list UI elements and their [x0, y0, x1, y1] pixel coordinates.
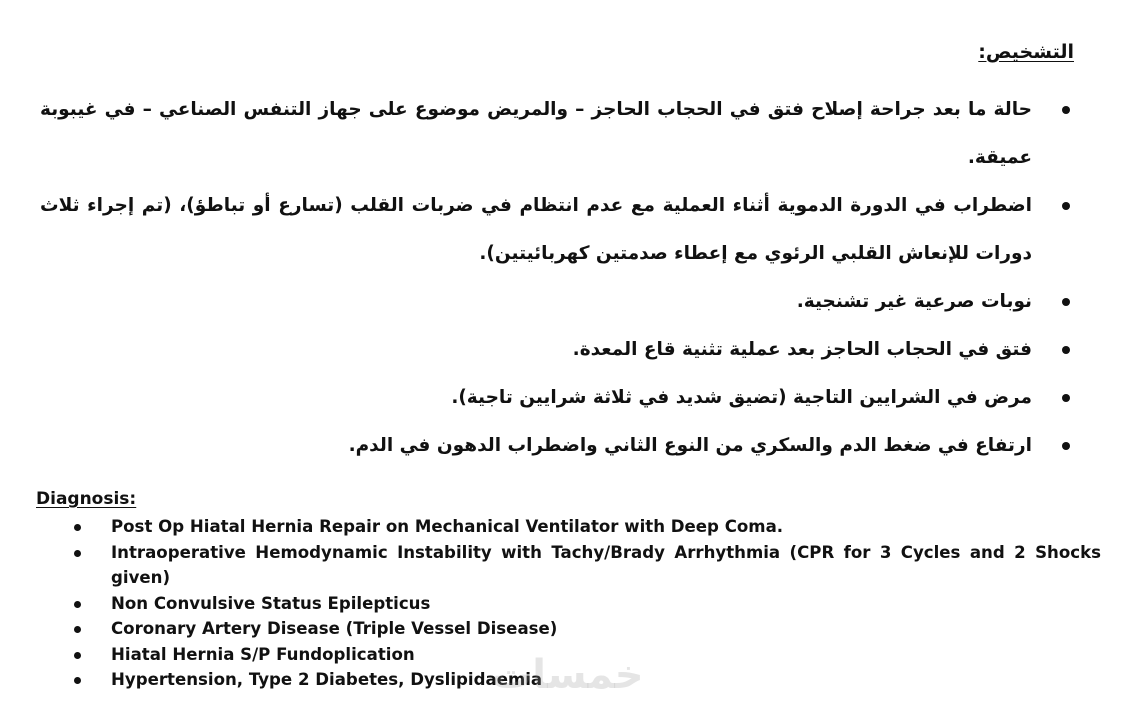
english-item-text: Hypertension, Type 2 Diabetes, Dyslipidaemia — [111, 670, 543, 689]
bullet-icon — [74, 677, 81, 684]
english-heading: Diagnosis: — [36, 489, 137, 509]
arabic-diagnosis-section — [40, 30, 1080, 470]
bullet-icon — [1062, 298, 1070, 306]
bullet-icon — [74, 652, 81, 659]
english-list-item — [36, 514, 1101, 540]
arabic-list-item — [40, 326, 1080, 374]
english-item-text: Hiatal Hernia S/P Fundoplication — [111, 644, 415, 664]
english-item-text: Non Convulsive Status Epilepticus — [111, 593, 431, 613]
arabic-item-text: ارتفاع في ضغط الدم والسكري من النوع الثاني واضطراب الدهون في الدم. — [348, 435, 1032, 456]
english-item-text: Coronary Artery Disease (Triple Vessel Disease) — [111, 619, 558, 638]
bullet-icon — [74, 626, 81, 633]
bullet-icon — [1062, 106, 1070, 114]
bullet-icon — [74, 524, 81, 531]
arabic-list-item — [40, 278, 1080, 326]
bullet-icon — [74, 550, 81, 557]
english-diagnosis-list — [36, 514, 1101, 693]
arabic-item-text: اضطراب في الدورة الدموية أثناء العملية مع عدم انتظام في ضربات القلب (تسارع أو تباطؤ)، (تم إجراء ثلاث دورات للإنعاش القلبي الرئوي مع إعطاء صدمتين كهربائيتين). — [40, 195, 1032, 264]
english-list-item — [36, 591, 1101, 617]
arabic-list-item — [40, 86, 1080, 182]
bullet-icon — [1062, 442, 1070, 450]
watermark-logo: خمسات — [492, 652, 644, 698]
english-item-text: Intraoperative Hemodynamic Instability with Tachy/Brady Arrhythmia (CPR for 3 Cycles and 2 Shocks given) — [111, 542, 1101, 587]
arabic-list-item — [40, 182, 1080, 278]
english-list-item — [36, 642, 1101, 668]
english-list-item — [36, 667, 1101, 693]
english-list-item — [36, 616, 1101, 642]
bullet-icon — [1062, 394, 1070, 402]
arabic-item-text: فتق في الحجاب الحاجز بعد عملية تثنية قاع المعدة. — [572, 339, 1032, 360]
arabic-list-item — [40, 422, 1080, 470]
arabic-item-text: مرض في الشرايين التاجية (تضيق شديد في ثلاثة شرايين تاجية). — [451, 387, 1032, 408]
english-diagnosis-section — [36, 487, 1101, 693]
arabic-item-text: حالة ما بعد جراحة إصلاح فتق في الحجاب الحاجز – والمريض موضوع على جهاز التنفس الصناعي – في غيبوبة عميقة. — [40, 99, 1032, 168]
bullet-icon — [1062, 202, 1070, 210]
arabic-heading: التشخيص: — [978, 41, 1074, 63]
bullet-icon — [74, 601, 81, 608]
english-item-text: Post Op Hiatal Hernia Repair on Mechanical Ventilator with Deep Coma. — [111, 517, 784, 536]
arabic-item-text: نوبات صرعية غير تشنجية. — [796, 291, 1032, 312]
bullet-icon — [1062, 346, 1070, 354]
arabic-diagnosis-list — [40, 86, 1080, 470]
arabic-list-item — [40, 374, 1080, 422]
english-list-item — [36, 540, 1101, 591]
